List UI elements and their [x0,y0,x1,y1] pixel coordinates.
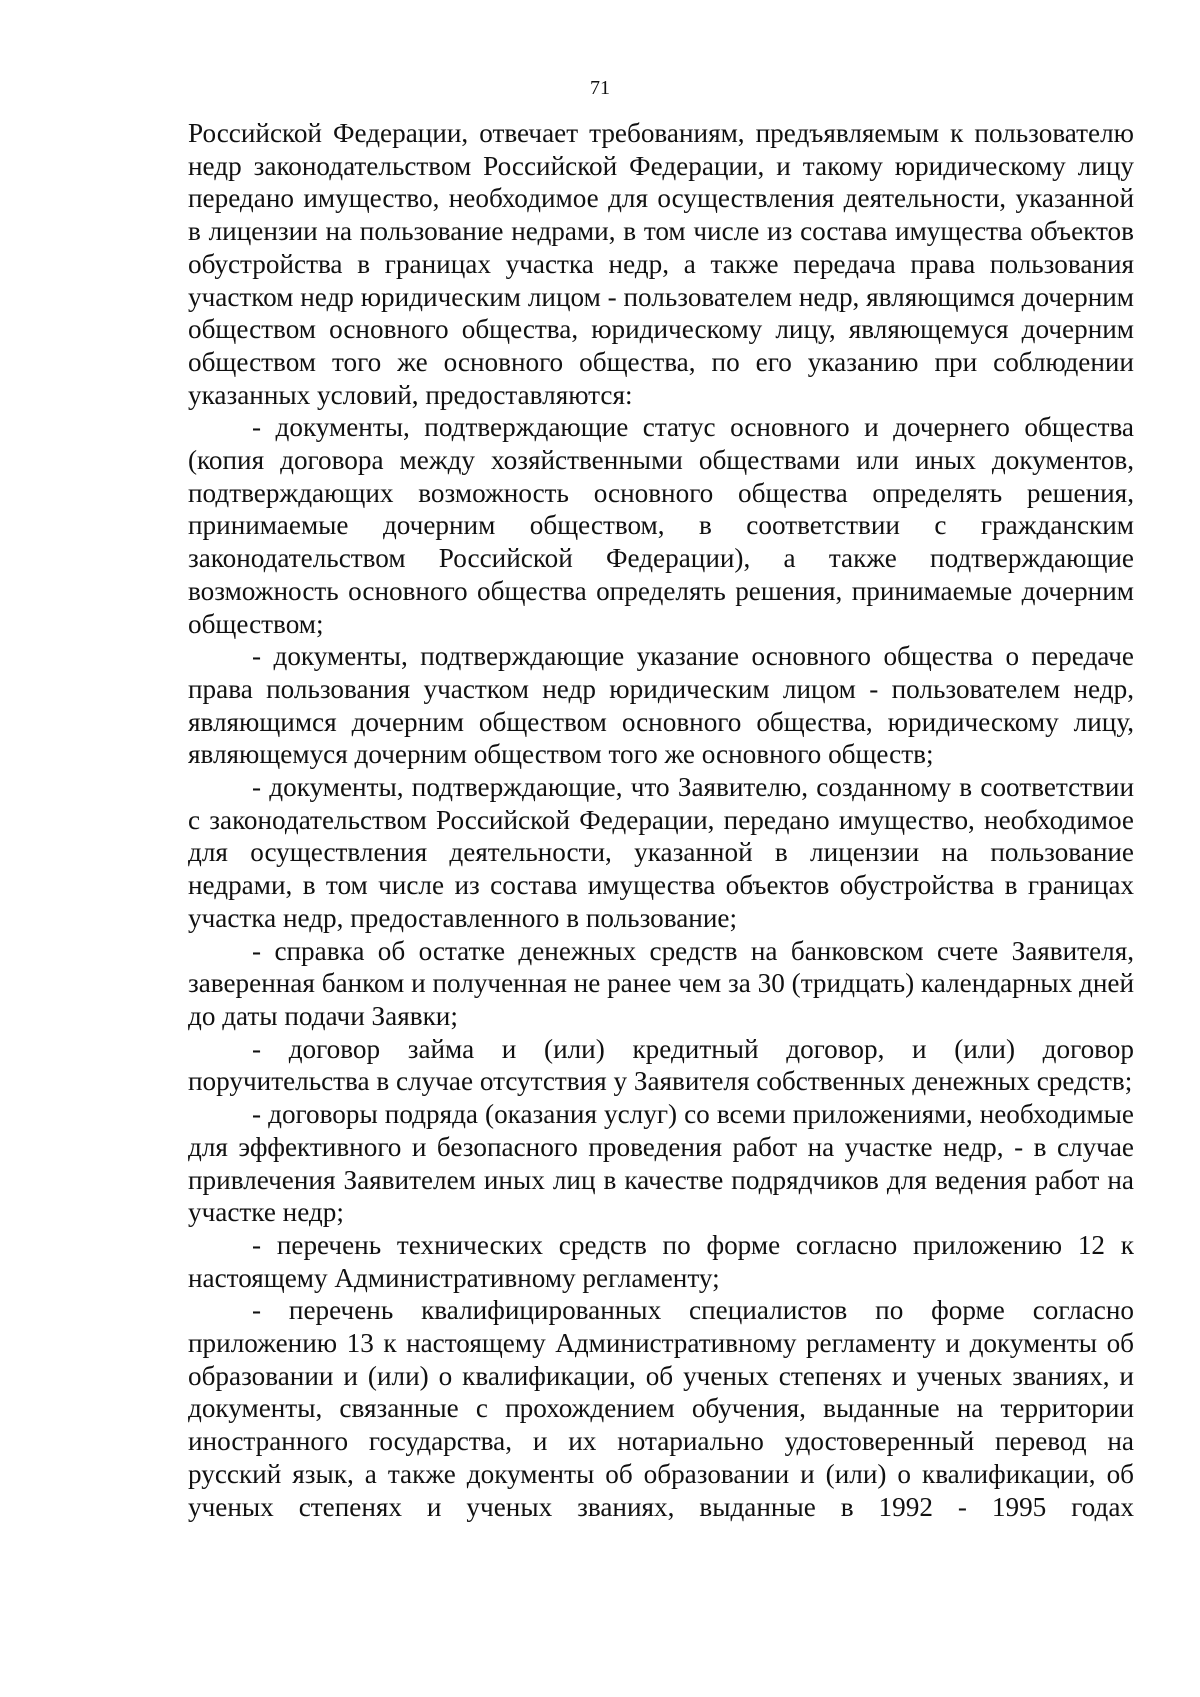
document-body [188,117,1134,1523]
paragraph-continuation: Российской Федерации, отвечает требованиям, предъявляемым к пользователю недр законодательством Российской Федерации, и такому юридическому лицу передано имущество, необходимое для осуществления деятельности, указанной в лицензии на пользование недрами, в том числе из состава имущества объектов обустройства в границах участка недр, а также передача права пользования участком недр юридическим лицом - пользователем недр, являющимся дочерним обществом основного общества, юридическому лицу, являющемуся дочерним обществом того же основного общества, по его указанию при соблюдении указанных условий, предоставляются: [188,118,1134,410]
list-item-bank-statement: - справка об остатке денежных средств на банковском счете Заявителя, заверенная банком и полученная не ранее чем за 30 (тридцать) календарных дней до даты подачи Заявки; [188,935,1134,1031]
list-item-qualified-specialists: - перечень квалифицированных специалистов по форме согласно приложению 13 к настоящему Административному регламенту и документы об образовании и (или) о квалификации, об ученых степенях и ученых званиях, и документы, связанные с прохождением обучения, выданные на территории иностранного государства, и их нотариально удостоверенный перевод на русский язык, а также документы об образовании и (или) о квалификации, об ученых степенях и ученых званиях, выданные в 1992 - 1995 годах [188,1295,1134,1522]
list-item-parent-instruction: - документы, подтверждающие указание основного общества о передаче права пользования участком недр юридическим лицом - пользователем недр, являющимся дочерним обществом основного общества, юридическому лицу, являющемуся дочерним обществом того же основного обществ; [188,641,1134,770]
list-item-loan-agreement: - договор займа и (или) кредитный договор, и (или) договор поручительства в случае отсутствия у Заявителя собственных денежных средств; [188,1033,1134,1097]
list-item-parent-subsidiary-status: - документы, подтверждающие статус основного и дочернего общества (копия договора между хозяйственными обществами или иных документов, подтверждающих возможность основного общества определять решения, принимаемые дочерним обществом, в соответствии с гражданским законодательством Российской Федерации), а также подтверждающие возможность основного общества определять решения, принимаемые дочерним обществом; [188,412,1134,639]
list-item-property-transfer: - документы, подтверждающие, что Заявителю, созданному в соответствии с законодательством Российской Федерации, передано имущество, необходимое для осуществления деятельности, указанной в лицензии на пользование недрами, в том числе из состава имущества объектов обустройства в границах участка недр, предоставленного в пользование; [188,772,1134,933]
list-item-technical-means: - перечень технических средств по форме согласно приложению 12 к настоящему Административному регламенту; [188,1229,1134,1293]
page-number: 71 [590,77,610,99]
list-item-contractor-agreements: - договоры подряда (оказания услуг) со всеми приложениями, необходимые для эффективного и безопасного проведения работ на участке недр, - в случае привлечения Заявителем иных лиц в качестве подрядчиков для ведения работ на участке недр; [188,1099,1134,1228]
